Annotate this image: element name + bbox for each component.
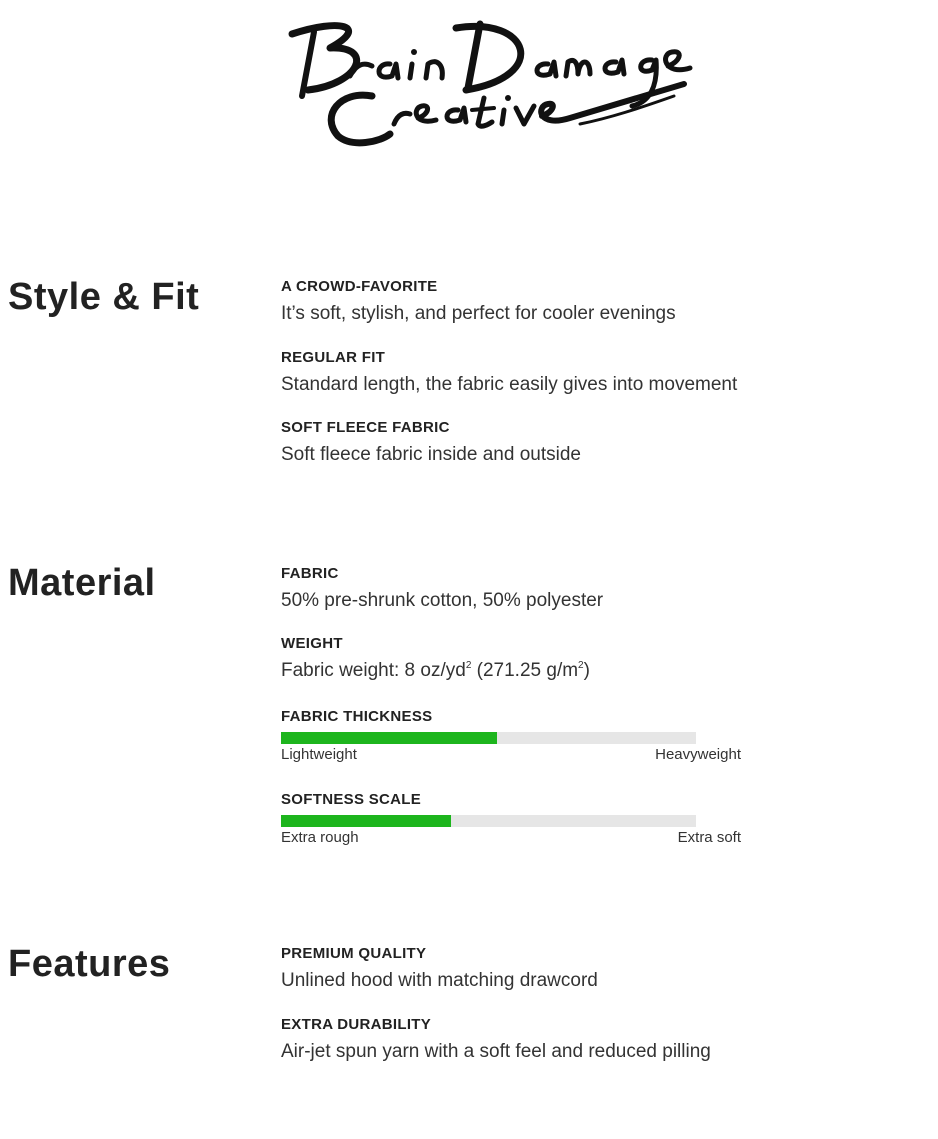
attribute-value: Unlined hood with matching drawcord [281, 970, 598, 991]
attribute-regular-fit [281, 349, 841, 397]
attribute-fabric [281, 565, 841, 613]
softness-scale [281, 791, 741, 847]
attribute-label: REGULAR FIT [281, 349, 386, 366]
section-title-features: Features [8, 943, 171, 985]
brand-logo [280, 6, 700, 166]
section-title-material: Material [8, 562, 156, 604]
scale-label: SOFTNESS SCALE [281, 791, 422, 808]
weight-text-part: Fabric weight: 8 oz/yd [281, 660, 466, 681]
weight-superscript: 2 [465, 660, 472, 671]
scale-max-label: Heavyweight [655, 746, 741, 763]
section-title-style-fit: Style & Fit [8, 276, 200, 318]
attribute-premium-quality [281, 945, 841, 993]
attribute-label: A CROWD-FAVORITE [281, 278, 438, 295]
attribute-value: Soft fleece fabric inside and outside [281, 444, 581, 465]
attribute-value: 50% pre-shrunk cotton, 50% polyester [281, 590, 604, 611]
fabric-thickness-scale [281, 708, 741, 764]
attribute-value: Air-jet spun yarn with a soft feel and reduced pilling [281, 1041, 711, 1062]
attribute-value: It’s soft, stylish, and perfect for cooler evenings [281, 303, 676, 324]
scale-track [281, 815, 696, 827]
attribute-soft-fleece-fabric [281, 419, 841, 467]
attribute-label: FABRIC [281, 565, 339, 582]
scale-fill [281, 815, 451, 827]
attribute-extra-durability [281, 1016, 841, 1064]
weight-superscript: 2 [578, 660, 584, 671]
attribute-label: EXTRA DURABILITY [281, 1016, 432, 1033]
scale-min-label: Extra rough [281, 829, 359, 846]
scale-label: FABRIC THICKNESS [281, 708, 433, 725]
attribute-value: Standard length, the fabric easily gives into movement [281, 374, 738, 395]
attribute-crowd-favorite [281, 278, 841, 326]
attribute-label: WEIGHT [281, 635, 343, 652]
weight-text-part: ) [583, 660, 590, 681]
attribute-weight [281, 635, 841, 683]
scale-min-label: Lightweight [281, 746, 357, 763]
attribute-label: PREMIUM QUALITY [281, 945, 427, 962]
attribute-label: SOFT FLEECE FABRIC [281, 419, 450, 436]
scale-fill [281, 732, 497, 744]
scale-track [281, 732, 696, 744]
scale-max-label: Extra soft [677, 829, 741, 846]
attribute-value [281, 659, 841, 683]
weight-text-part: (271.25 g/m [471, 660, 579, 681]
